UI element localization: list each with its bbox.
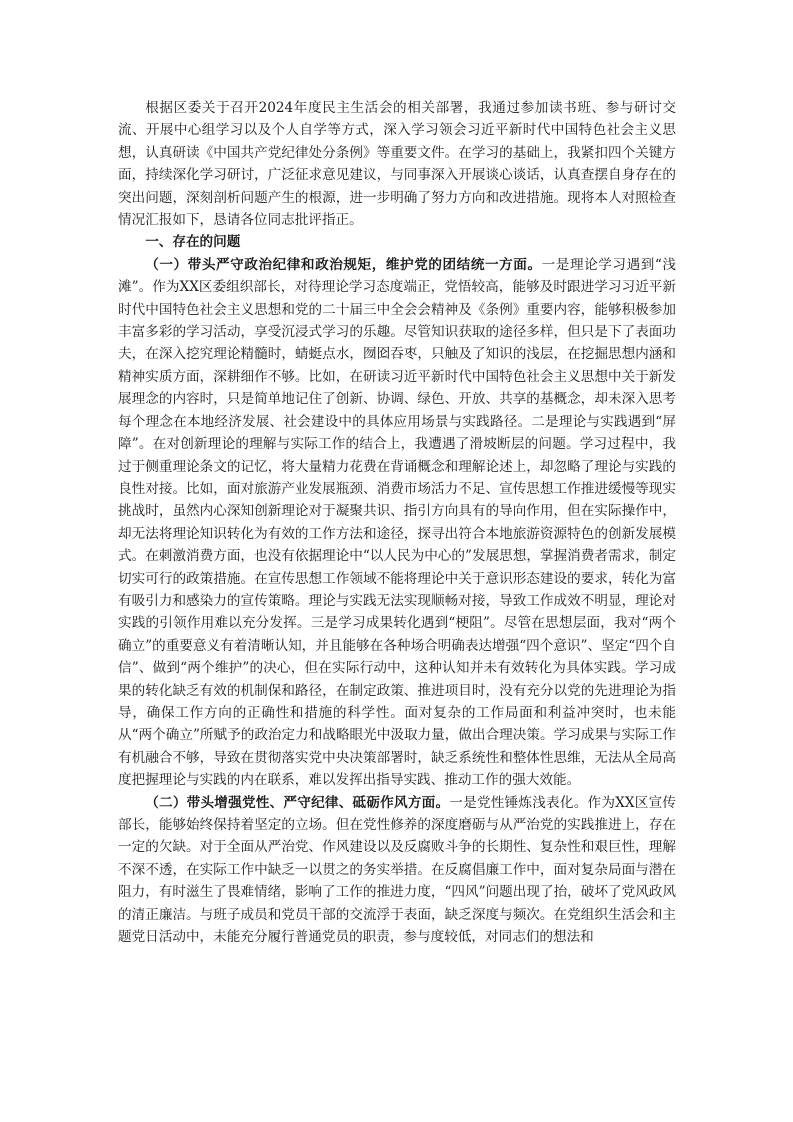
paragraph-body-1: 一是理论学习遇到“浅滩”。作为XX区委组织部长，对待理论学习态度端正，党悟较高，能够及时跟进学习习近平新时代中国特色社会主义思想和党的二十届三中全会会精神及《条例》重要内容，能够积极参加丰富多彩的学习活动，享受沉浸式学习的乐趣。尽管知识获取的途径多样，但只是下了表面功夫，在深入挖究理论精髓时，蜻蜓点水，囫囵吞枣，只触及了知识的浅层，在挖掘思想内涵和精神实质方面，深耕细作不够。比如，在研读习近平新时代中国特色社会主义思想中关于新发展理念的内容时，只是简单地记住了创新、协调、绿色、开放、共享的基概念，却未深入思考每个理念在本地经济发展、社会建设中的具体应用场景与实践路径。二是理论与实践遇到“屏障”。在对创新理论的理解与实际工作的结合上，我遭遇了滑坡断层的问题。学习过程中，我过于侧重理论条文的记忆，将大量精力花费在背诵概念和理解论述上，却忽略了理论与实践的良性对接。比如，面对旅游产业发展瓶颈、消费市场活力不足、宣传思想工作推进缓慢等现实挑战时，虽然内心深知创新理论对于凝聚共识、指引方向具有的导向作用，但在实际操作中，却无法将理论知识转化为有效的工作方法和途径，探寻出符合本地旅游资源特色的创新发展模式。在刺激消费方面，也没有依据理论中“以人民为中心的”发展思想，掌握消费者需求，制定切实可行的政策措施。在宣传思想工作领域不能将理论中关于意识形态建设的要求，转化为富有吸引力和感染力的宣传策略。理论与实践无法实现顺畅对接，导致工作成效不明显，理论对实践的引领作用难以充分发挥。三是学习成果转化遇到“梗阻”。尽管在思想层面，我对“两个确立”的重要意义有着清晰认知，并且能够在各种场合明确表达增强“四个意识”、坚定“四个自信”、做到“两个维护”的决心，但在实际行动中，这种认知并未有效转化为具体实践。学习成果的转化缺乏有效的机制保和路径，在制定政策、推进项目时，没有充分以党的先进理论为指导，确保工作方向的正确性和措施的科学性。面对复杂的工作局面和利益冲突时，也未能从“两个确立”所赋予的政治定力和战略眼光中汲取力量，做出合理决策。学习成果与实际工作有机融合不够，导致在贯彻落实党中央决策部署时，缺乏系统性和整体性思维，无法从全局高度把握理论与实践的内在联系，难以发挥出指导实践、推动工作的强大效能。 (118, 256, 676, 789)
subsection-heading-1: （一）带头严守政治纪律和政治规矩，维护党的团结统一方面。 (145, 256, 542, 273)
document-page (118, 97, 676, 948)
paragraph-political-discipline (118, 254, 676, 792)
section-heading: 一、存在的问题 (145, 234, 241, 251)
intro-paragraph: 根据区委关于召开2024年度民主生活会的相关部署，我通过参加读书班、参与研讨交流、开展中心组学习以及个人自学等方式，深入学习领会习近平新时代中国特色社会主义思想，认真研读《中国共产党纪律处分条例》等重要文件。在学习的基础上，我紧扣四个关键方面，持续深化学习研讨，广泛征求意见建议，与同事深入开展谈心谈话，认真查摆自身存在的突出问题，深刻剖析问题产生的根源，进一步明确了努力方向和改进措施。现将本人对照检查情况汇报如下，恳请各位同志批评指正。 (118, 100, 676, 229)
paragraph-body-2: 一是党性锤炼浅表化。作为XX区宣传部长，能够始终保持着坚定的立场。但在党性修养的深度磨砺与从严治党的实践推进上，存在一定的欠缺。对于全面从严治党、作风建设以及反腐败斗争的长期性、复杂性和艰巨性，理解不深不透，在实际工作中缺乏一以贯之的务实举措。在反腐倡廉工作中，面对复杂局面与潜在阻力，有时滋生了畏难情绪，影响了工作的推进力度，“四风”问题出现了抬，破坏了党风政风的清正廉洁。与班子成员和党员干部的交流浮于表面，缺乏深度与频次。在党组织生活会和主题党日活动中，未能充分履行普通党员的职责，参与度较低，对同志们的想法和 (118, 794, 676, 946)
subsection-heading-2: （二）带头增强党性、严守纪律、砥砺作风方面。 (145, 794, 450, 811)
paragraph-party-spirit (118, 792, 676, 949)
